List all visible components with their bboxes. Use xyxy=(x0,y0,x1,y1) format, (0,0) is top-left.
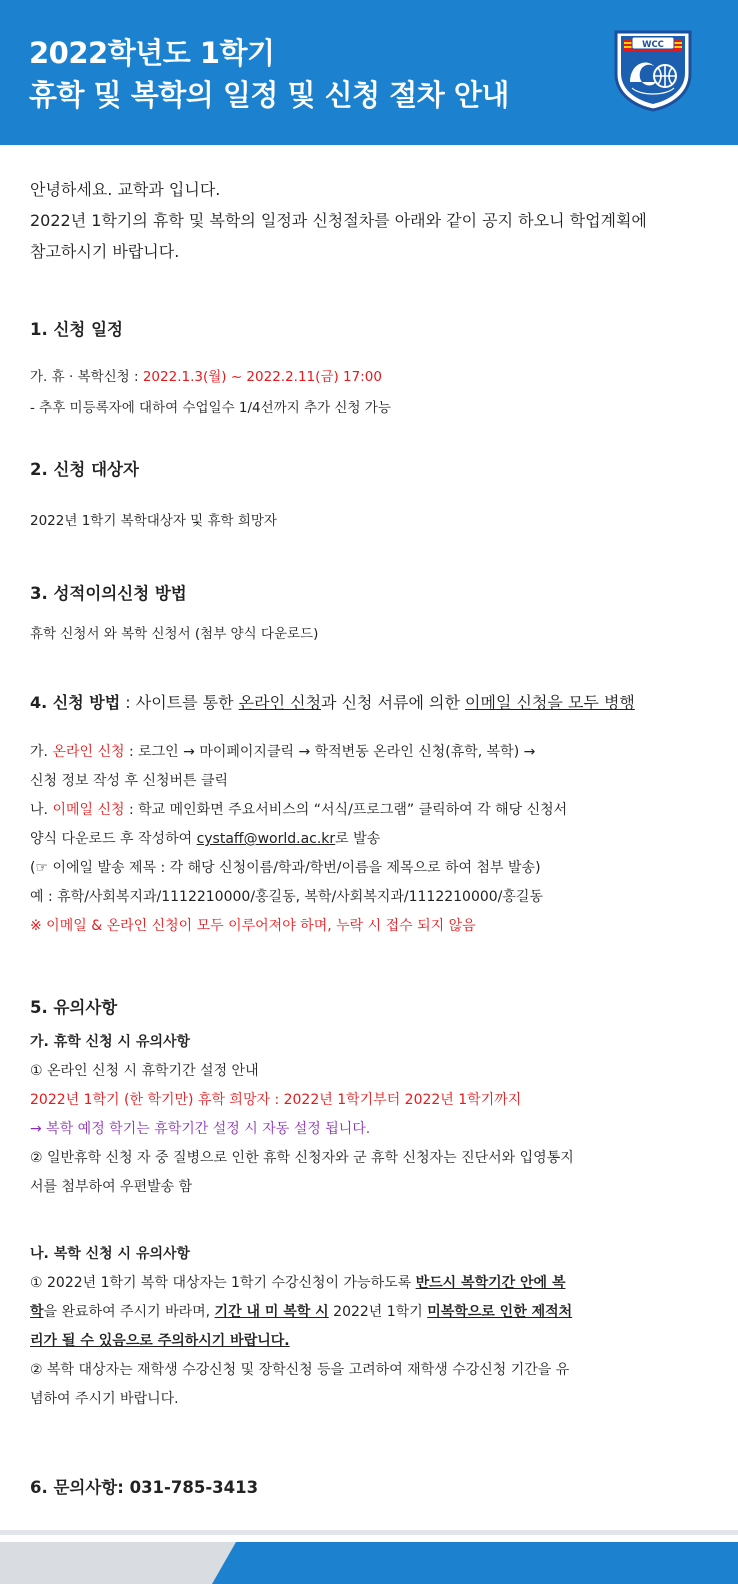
list-text: 양식 다운로드 후 작성하여 xyxy=(30,831,197,847)
intro-line: 2022년 1학기의 휴학 및 복학의 일정과 신청절차를 아래와 같이 공지 하오니 학업계획에 xyxy=(30,211,647,230)
emphasis-text: 미복학으로 인한 제적처 xyxy=(427,1304,573,1320)
section-5-heading: 5. 유의사항 xyxy=(30,998,118,1017)
schedule-date: 2022.1.3(월) ~ 2022.2.11(금) 17:00 xyxy=(142,369,382,385)
section-5-part-a xyxy=(30,1028,720,1202)
section-1-schedule xyxy=(30,365,382,385)
footer-divider xyxy=(0,1530,738,1535)
list-text: 을 완료하여 주시기 바라며, xyxy=(43,1304,215,1320)
list-item: → 복학 예정 학기는 휴학기간 설정 시 자동 설정 됩니다. xyxy=(30,1121,371,1137)
list-item xyxy=(30,1269,720,1298)
section-2-text: 2022년 1학기 복학대상자 및 휴학 희망자 xyxy=(30,513,277,529)
page-title-line1: 2022학년도 1학기 xyxy=(29,36,275,70)
online-apply-link: 온라인 신청 xyxy=(238,693,322,712)
page-title-line2: 휴학 및 복학의 일정 및 신청 절차 안내 xyxy=(29,78,509,112)
emphasis-text: 기간 내 미 복학 시 xyxy=(214,1304,329,1320)
list-item: ② 복학 대상자는 재학생 수강신청 및 장학신청 등을 고려하여 재학생 수강신청 기간을 유 xyxy=(30,1362,570,1378)
list-item: (☞ 이에일 발송 제목 : 각 해당 신청이름/학과/학번/이름을 제목으로 하여 첨부 발송) xyxy=(30,860,541,876)
schedule-label: 가. 휴 · 복학신청 : xyxy=(30,369,143,385)
list-item xyxy=(30,825,720,854)
list-text: 2022년 1학기 xyxy=(328,1304,428,1320)
list-item: 예 : 휴학/사회복지과/1112210000/홍길동, 복학/사회복지과/1112210000/홍길동 xyxy=(30,889,543,905)
list-text: ① 2022년 1학기 복학 대상자는 1학기 수강신청이 가능하도록 xyxy=(30,1275,416,1291)
section-4-heading-text: 과 신청 서류에 의한 xyxy=(321,693,466,712)
emphasis-text: 학 xyxy=(30,1304,44,1320)
section-4-body xyxy=(30,738,720,941)
list-item: 서를 첨부하여 우편발송 함 xyxy=(30,1179,193,1195)
section-4-heading-text: : 사이트를 통한 xyxy=(120,693,239,712)
list-item: 2022년 1학기 (한 학기만) 휴학 희망자 : 2022년 1학기부터 2022년 1학기까지 xyxy=(30,1092,522,1108)
section-6-contact: 6. 문의사항: 031-785-3413 xyxy=(30,1478,259,1497)
list-prefix: 가. xyxy=(30,744,53,760)
footer-blue-stripe xyxy=(212,1542,738,1584)
section-2-heading: 2. 신청 대상자 xyxy=(30,460,139,479)
email-address-link[interactable]: cystaff@world.ac.kr xyxy=(196,831,336,847)
section-3-text: 휴학 신청서 와 복학 신청서 (첨부 양식 다운로드) xyxy=(30,626,319,642)
header-banner xyxy=(0,0,738,145)
intro-text xyxy=(30,174,720,267)
email-apply-link: 이메일 신청을 모두 병행 xyxy=(465,693,635,712)
list-text: : 로그인 → 마이페이지클릭 → 학적변동 온라인 신청(휴학, 복학) → xyxy=(124,744,536,760)
list-prefix: 나. xyxy=(30,802,53,818)
section-5-part-b xyxy=(30,1240,720,1414)
section-3-heading: 3. 성적이의신청 방법 xyxy=(30,584,187,603)
warning-note: ※ 이메일 & 온라인 신청이 모두 이루어져야 하며, 누락 시 접수 되지 않음 xyxy=(30,918,476,934)
list-text: 로 발송 xyxy=(335,831,381,847)
list-item xyxy=(30,1327,720,1356)
section-1-heading: 1. 신청 일정 xyxy=(30,320,123,339)
intro-line: 참고하시기 바랍니다. xyxy=(30,242,180,261)
page-title xyxy=(29,32,509,116)
online-apply-label: 온라인 신청 xyxy=(52,744,125,760)
list-item: ① 온라인 신청 시 휴학기간 설정 안내 xyxy=(30,1063,259,1079)
section-4-heading xyxy=(30,690,635,713)
section-1-note: - 추후 미등록자에 대하여 수업일수 1/4선까지 추가 신청 가능 xyxy=(30,400,391,416)
footer-band xyxy=(0,1530,738,1584)
list-item: 념하여 주시기 바랍니다. xyxy=(30,1391,179,1407)
list-item xyxy=(30,738,720,767)
list-item: 신청 정보 작성 후 신청버튼 클릭 xyxy=(30,773,229,789)
section-4-heading-bold: 4. 신청 방법 xyxy=(30,693,121,712)
emphasis-text: 리가 될 수 있음으로 주의하시기 바랍니다. xyxy=(30,1333,290,1349)
list-item xyxy=(30,796,720,825)
list-item xyxy=(30,1298,720,1327)
email-apply-label: 이메일 신청 xyxy=(52,802,125,818)
intro-line: 안녕하세요. 교학과 입니다. xyxy=(30,180,221,199)
subheading-return: 나. 복학 신청 시 유의사항 xyxy=(30,1246,191,1262)
college-emblem-logo xyxy=(610,26,696,112)
list-text: : 학교 메인화면 주요서비스의 “서식/프로그램” 클릭하여 각 해당 신청서 xyxy=(124,802,568,818)
subheading-leave: 가. 휴학 신청 시 유의사항 xyxy=(30,1034,191,1050)
emphasis-text: 반드시 복학기간 안에 복 xyxy=(415,1275,566,1291)
list-item: ② 일반휴학 신청 자 중 질병으로 인한 휴학 신청자와 군 휴학 신청자는 진단서와 입영통지 xyxy=(30,1150,574,1166)
logo-text: WCC xyxy=(642,40,664,50)
